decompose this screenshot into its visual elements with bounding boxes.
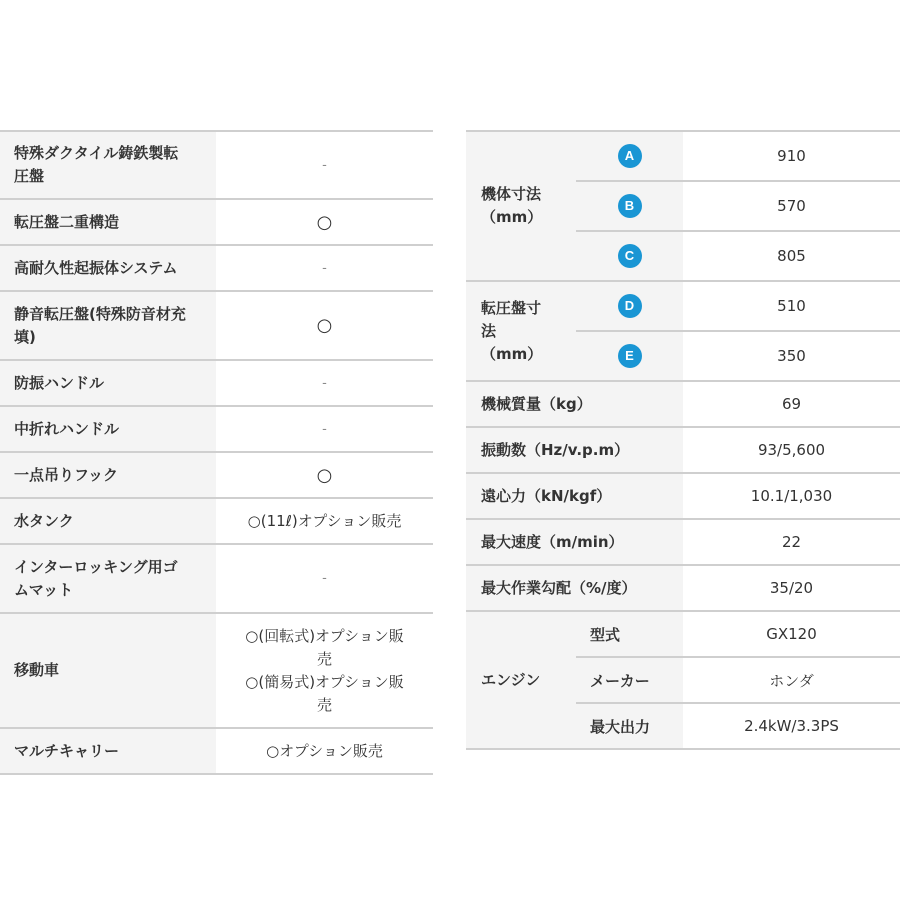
badge-d-icon: D: [618, 294, 642, 318]
table-row: [0, 613, 433, 728]
spec-label: 最大速度（m/min）: [466, 519, 683, 565]
engine-spec-label: 最大出力: [576, 703, 683, 749]
table-row: [0, 452, 433, 498]
dimension-badge-cell: [576, 231, 683, 281]
spec-value: 22: [683, 519, 900, 565]
dimension-badge-cell: [576, 181, 683, 231]
feature-value: -: [216, 360, 433, 406]
spec-value: 93/5,600: [683, 427, 900, 473]
spec-value: 10.1/1,030: [683, 473, 900, 519]
feature-label: 水タンク: [0, 498, 216, 544]
dimension-value: 910: [683, 131, 900, 181]
table-row: [0, 406, 433, 452]
table-row: [466, 473, 900, 519]
table-row: [466, 381, 900, 427]
plate-dimensions-label: 転圧盤寸 法 （mm）: [466, 281, 576, 381]
engine-spec-value: 2.4kW/3.3PS: [683, 703, 900, 749]
table-row: [0, 199, 433, 245]
feature-value: ○(11ℓ)オプション販売: [216, 498, 433, 544]
table-row: [0, 544, 433, 613]
specs-table: [466, 130, 900, 750]
feature-label: インターロッキング用ゴ ムマット: [0, 544, 216, 613]
feature-label: 一点吊りフック: [0, 452, 216, 498]
feature-value: ○: [216, 452, 433, 498]
feature-label: 転圧盤二重構造: [0, 199, 216, 245]
table-row: [466, 281, 900, 331]
spec-label: 遠心力（kN/kgf）: [466, 473, 683, 519]
table-row: [466, 427, 900, 473]
feature-value: ○オプション販売: [216, 728, 433, 774]
feature-value: ○(回転式)オプション販 売 ○(簡易式)オプション販 売: [216, 613, 433, 728]
feature-value: -: [216, 544, 433, 613]
feature-value: -: [216, 245, 433, 291]
table-row: [0, 291, 433, 360]
feature-label: 中折れハンドル: [0, 406, 216, 452]
dimension-value: 805: [683, 231, 900, 281]
table-row: [466, 131, 900, 181]
feature-value: ○: [216, 291, 433, 360]
table-row: [0, 360, 433, 406]
feature-label: マルチキャリー: [0, 728, 216, 774]
spec-value: 69: [683, 381, 900, 427]
badge-c-icon: C: [618, 244, 642, 268]
dimension-badge-cell: [576, 131, 683, 181]
table-row: [0, 245, 433, 291]
dimension-value: 350: [683, 331, 900, 381]
table-row: [466, 611, 900, 657]
engine-spec-label: 型式: [576, 611, 683, 657]
feature-value: -: [216, 406, 433, 452]
engine-spec-value: GX120: [683, 611, 900, 657]
feature-value: -: [216, 131, 433, 199]
badge-e-icon: E: [618, 344, 642, 368]
table-row: [466, 565, 900, 611]
feature-value: ○: [216, 199, 433, 245]
dimension-badge-cell: [576, 331, 683, 381]
dimension-badge-cell: [576, 281, 683, 331]
engine-spec-value: ホンダ: [683, 657, 900, 703]
badge-a-icon: A: [618, 144, 642, 168]
engine-spec-label: メーカー: [576, 657, 683, 703]
feature-label: 防振ハンドル: [0, 360, 216, 406]
feature-label: 特殊ダクタイル鋳鉄製転 圧盤: [0, 131, 216, 199]
spec-label: 振動数（Hz/v.p.m）: [466, 427, 683, 473]
table-row: [466, 519, 900, 565]
table-row: [0, 728, 433, 774]
feature-label: 移動車: [0, 613, 216, 728]
engine-label: エンジン: [466, 611, 576, 749]
spec-label: 機械質量（kg）: [466, 381, 683, 427]
table-row: [0, 131, 433, 199]
spec-value: 35/20: [683, 565, 900, 611]
body-dimensions-label: 機体寸法 （mm）: [466, 131, 576, 281]
table-row: [0, 498, 433, 544]
dimension-value: 510: [683, 281, 900, 331]
feature-label: 静音転圧盤(特殊防音材充 填): [0, 291, 216, 360]
dimension-value: 570: [683, 181, 900, 231]
spec-label: 最大作業勾配（%/度）: [466, 565, 683, 611]
features-table: [0, 130, 433, 775]
badge-b-icon: B: [618, 194, 642, 218]
feature-label: 高耐久性起振体システム: [0, 245, 216, 291]
